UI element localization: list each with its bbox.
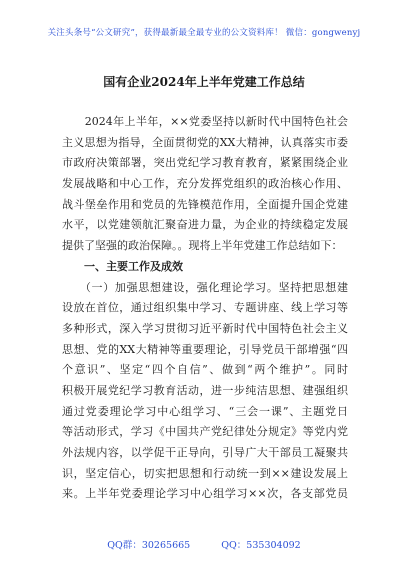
qq-group-number: QQ群：30265665 (107, 540, 191, 551)
body-line: 发展战略和中心工作，充分发挥党组织的政治核心作用、 (62, 177, 348, 191)
footer-contact (0, 537, 408, 551)
header-banner: 关注头条号“公文研究”，获得最新最全最专业的公文资料库！ 微信：gongwenyj (47, 28, 361, 38)
body-line: 2024年上半年，××党委坚持以新时代中国特色社会 (62, 115, 348, 128)
body-line: 多种形式，深入学习贯彻习近平新时代中国特色社会主义 (62, 321, 348, 335)
body-line: （一）加强思想建设，强化理论学习。坚持把思想建 (62, 280, 348, 294)
document-title: 国有企业2024年上半年党建工作总结 (103, 75, 305, 89)
body-line: 主义思想为指导，全面贯彻党的XX大精神，认真落实市委 (62, 135, 348, 149)
body-line: 外法规内容，以学促干正导向，引导广大干部员工凝聚共 (62, 446, 348, 459)
body-line: 提供了坚强的政治保障。。现将上半年党建工作总结如下： (62, 239, 343, 253)
body-line: 战斗堡垒作用和党员的先锋模范作用，全面提升国企党建 (62, 197, 348, 211)
body-line: 来。上半年党委理论学习中心组学习××次，各支部党员 (62, 487, 348, 501)
qq-number: QQ：535304092 (221, 540, 301, 551)
body-line: 通过党委理论学习中心组学习、“三会一课”、主题党日 (62, 404, 348, 418)
document-body (62, 112, 348, 505)
body-line: 个意识”、坚定“四个自信”、做到“两个维护”。同时 (62, 363, 348, 377)
body-line: 设放在首位，通过组织集中学习、专题讲座、线上学习等 (62, 301, 348, 315)
body-line: 积极开展党纪学习教育活动，进一步纯洁思想、建强组织 (62, 383, 348, 397)
section-heading: 一、主要工作及成效 (62, 259, 183, 273)
body-line: 思想、党的XX大精神等重要理论，引导党员干部增强“四 (62, 342, 348, 356)
body-line: 市政府决策部署，突出党纪学习教育教育，紧紧围绕企业 (62, 156, 348, 170)
body-line: 识，坚定信心，切实把思想和行动统一到××建设发展上 (62, 466, 348, 480)
body-line: 等活动形式，学习《中国共产党纪律处分规定》等党内党 (62, 425, 348, 439)
body-line: 水平，以党建领航汇聚奋进力量，为企业的持续稳定发展 (62, 218, 348, 232)
